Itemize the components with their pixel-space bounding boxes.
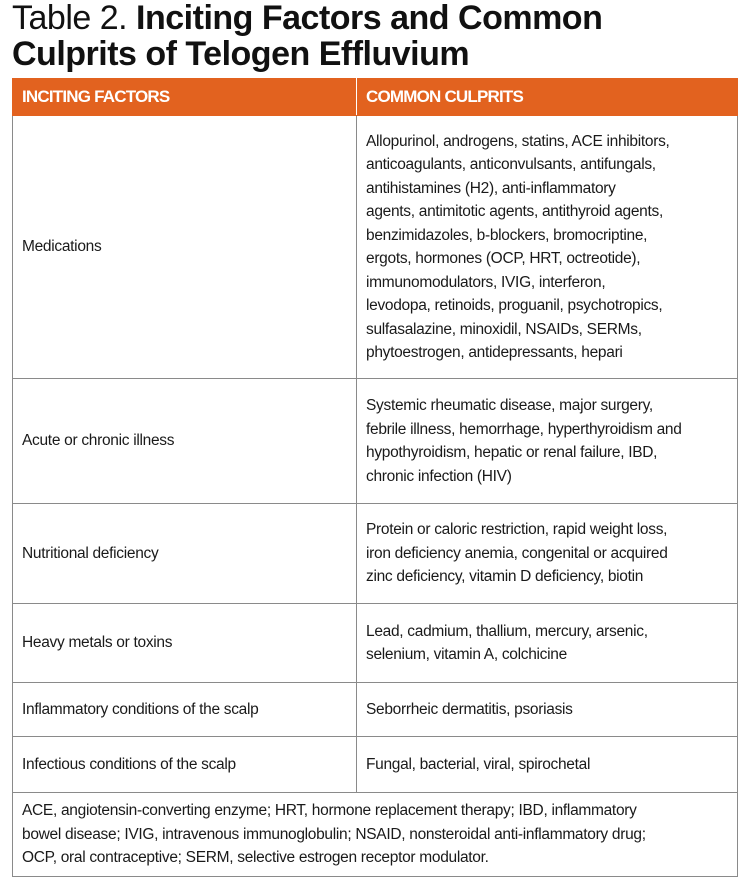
culprits-line: ergots, hormones (OCP, HRT, octreotide), bbox=[366, 250, 641, 267]
table-title bbox=[12, 0, 602, 72]
culprits-line: phytoestrogen, antidepressants, hepari bbox=[366, 344, 623, 361]
culprits-line: Systemic rheumatic disease, major surgery, bbox=[366, 397, 653, 414]
culprits-line: anticoagulants, anticonvulsants, antifungals, bbox=[366, 156, 656, 173]
table-row bbox=[13, 683, 738, 737]
footnote-line: OCP, oral contraceptive; SERM, selective estrogen receptor modulator. bbox=[22, 849, 489, 866]
header-row bbox=[13, 79, 738, 116]
culprits-line: iron deficiency anemia, congenital or acquired bbox=[366, 544, 668, 562]
culprits-line: selenium, vitamin A, colchicine bbox=[366, 646, 567, 663]
footnote bbox=[13, 793, 738, 877]
culprits-line: Seborrheic dermatitis, psoriasis bbox=[366, 700, 573, 718]
culprits-line: Fungal, bacterial, viral, spirochetal bbox=[366, 755, 591, 773]
header-inciting-factors: INCITING FACTORS bbox=[13, 79, 357, 116]
culprits-line: hypothyroidism, hepatic or renal failure, IBD, bbox=[366, 444, 658, 461]
footnote-line: bowel disease; IVIG, intravenous immunoglobulin; NSAID, nonsteroidal anti-inflammatory drug; bbox=[22, 825, 646, 843]
factor-cell: Medications bbox=[13, 116, 357, 379]
culprits-line: Allopurinol, androgens, statins, ACE inhibitors, bbox=[366, 132, 670, 150]
culprits-cell bbox=[357, 737, 738, 793]
table-row bbox=[13, 604, 738, 683]
table-row bbox=[13, 737, 738, 793]
culprits-line: Lead, cadmium, thallium, mercury, arsenic, bbox=[366, 622, 648, 640]
factor-cell: Nutritional deficiency bbox=[13, 504, 357, 604]
header-common-culprits: COMMON CULPRITS bbox=[357, 79, 738, 116]
title-line-2: Culprits of Telogen Effluvium bbox=[12, 35, 470, 73]
table-row bbox=[13, 504, 738, 604]
culprits-line: chronic infection (HIV) bbox=[366, 467, 512, 485]
culprits-cell bbox=[357, 116, 738, 379]
culprits-cell bbox=[357, 683, 738, 737]
table-row bbox=[13, 379, 738, 504]
culprits-line: agents, antimitotic agents, antithyroid agents, bbox=[366, 203, 663, 220]
culprits-line: levodopa, retinoids, proguanil, psychotropics, bbox=[366, 297, 663, 314]
culprits-line: antihistamines (H2), anti-inflammatory bbox=[366, 179, 616, 197]
culprits-line: febrile illness, hemorrhage, hyperthyroidism and bbox=[366, 420, 682, 438]
culprits-line: sulfasalazine, minoxidil, NSAIDs, SERMs, bbox=[366, 320, 642, 338]
table-row bbox=[13, 116, 738, 379]
factor-cell: Inflammatory conditions of the scalp bbox=[13, 683, 357, 737]
title-line-1: Inciting Factors and Common bbox=[136, 0, 603, 37]
culprits-cell bbox=[357, 504, 738, 604]
culprits-line: zinc deficiency, vitamin D deficiency, biotin bbox=[366, 568, 644, 586]
culprits-line: immunomodulators, IVIG, interferon, bbox=[366, 273, 606, 291]
culprits-cell bbox=[357, 604, 738, 683]
culprits-line: Protein or caloric restriction, rapid weight loss, bbox=[366, 521, 668, 539]
factor-cell: Acute or chronic illness bbox=[13, 379, 357, 504]
factor-cell: Heavy metals or toxins bbox=[13, 604, 357, 683]
table-number: Table 2. bbox=[12, 0, 128, 37]
factor-cell: Infectious conditions of the scalp bbox=[13, 737, 357, 793]
footnote-line: ACE, angiotensin-converting enzyme; HRT, hormone replacement therapy; IBD, inflammatory bbox=[22, 802, 637, 819]
culprits-line: benzimidazoles, b-blockers, bromocriptine, bbox=[366, 226, 648, 244]
culprits-cell bbox=[357, 379, 738, 504]
culprits-table bbox=[12, 78, 738, 877]
